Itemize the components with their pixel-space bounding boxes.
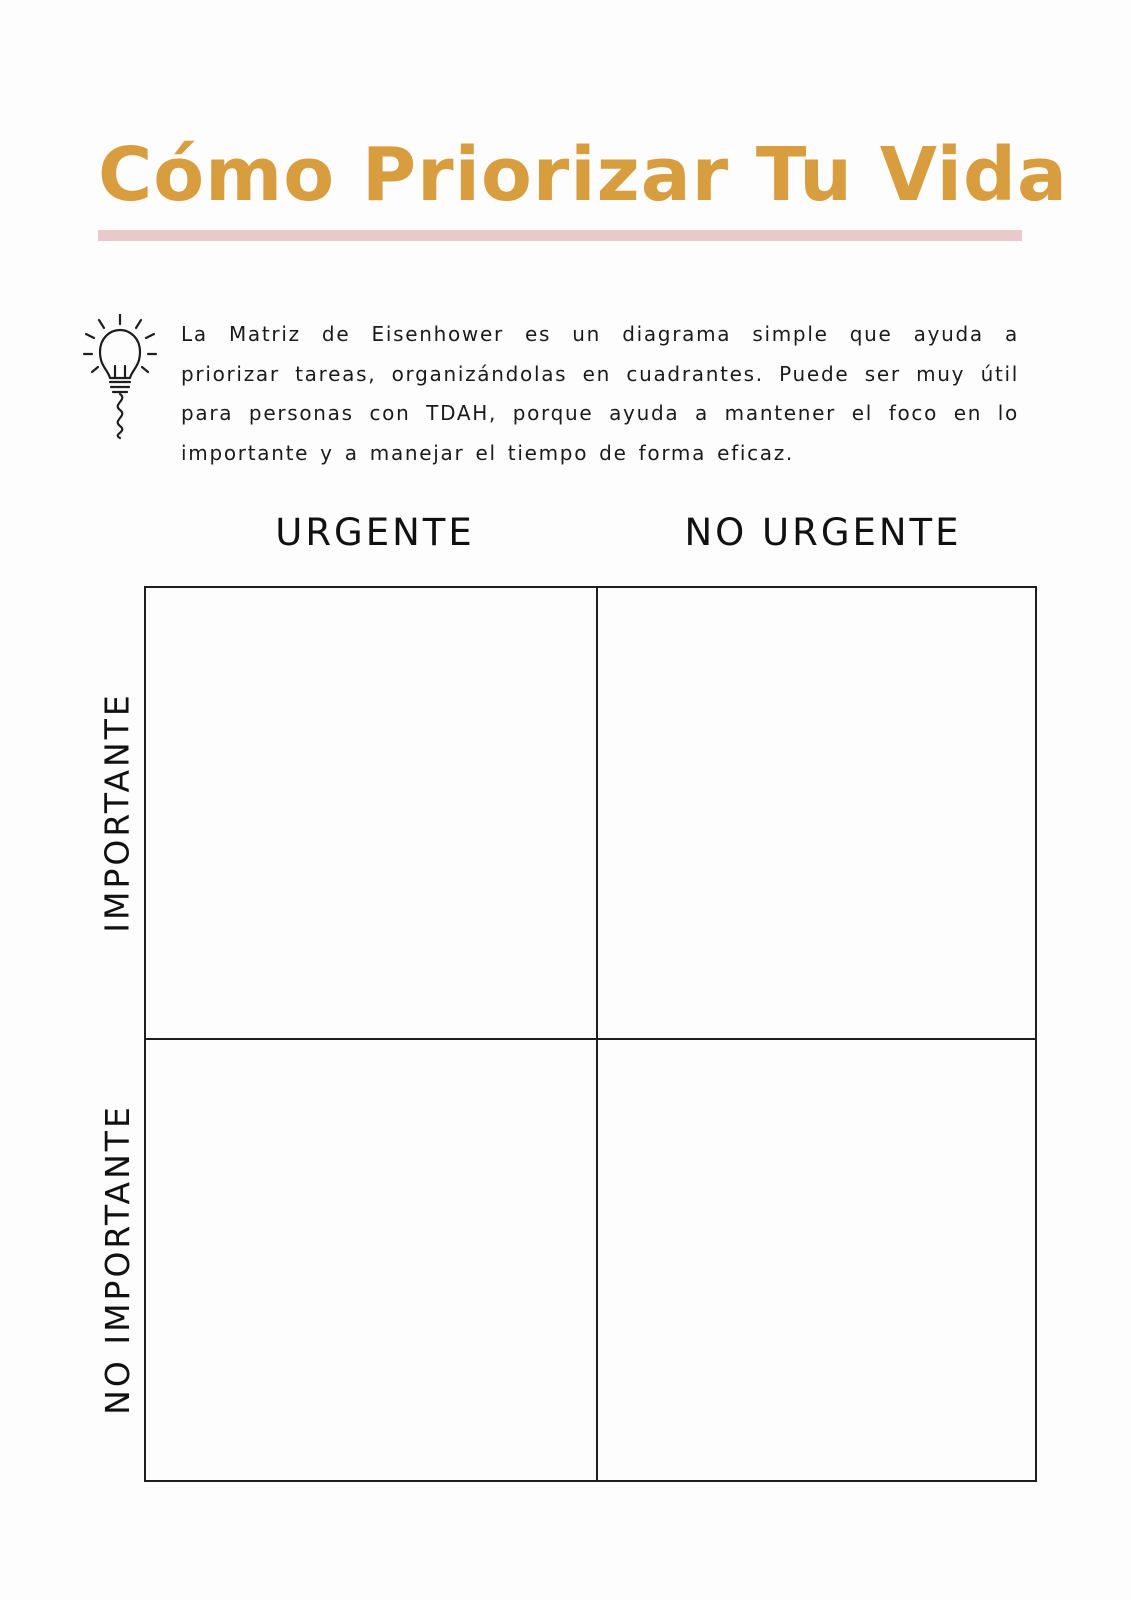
lightbulb-icon: [82, 314, 162, 450]
row-label-important: [95, 587, 139, 1037]
title-underline: [98, 230, 1022, 241]
eisenhower-matrix: [144, 586, 1037, 1482]
quadrant-not-urgent-important[interactable]: [598, 588, 1035, 1040]
column-label-urgent: URGENTE: [275, 511, 475, 554]
quadrant-urgent-important[interactable]: [146, 588, 598, 1040]
row-label-important-text: IMPORTANTE: [97, 691, 137, 933]
row-label-not-important-text: NO IMPORTANTE: [97, 1104, 137, 1415]
intro-text: La Matriz de Eisenhower es un diagrama simple que ayuda a priorizar tareas, organizándolas en cuadrantes. Puede ser muy útil para personas con TDAH, porque ayuda a mantener el foco en lo importante y a manejar el tiempo de forma eficaz.: [181, 322, 1019, 465]
quadrant-urgent-not-important[interactable]: [146, 1040, 598, 1480]
row-label-not-important: [95, 1037, 139, 1482]
quadrant-not-urgent-not-important[interactable]: [598, 1040, 1035, 1480]
page-title: Cómo Priorizar Tu Vida: [98, 132, 1068, 218]
column-label-not-urgent: NO URGENTE: [684, 511, 962, 554]
